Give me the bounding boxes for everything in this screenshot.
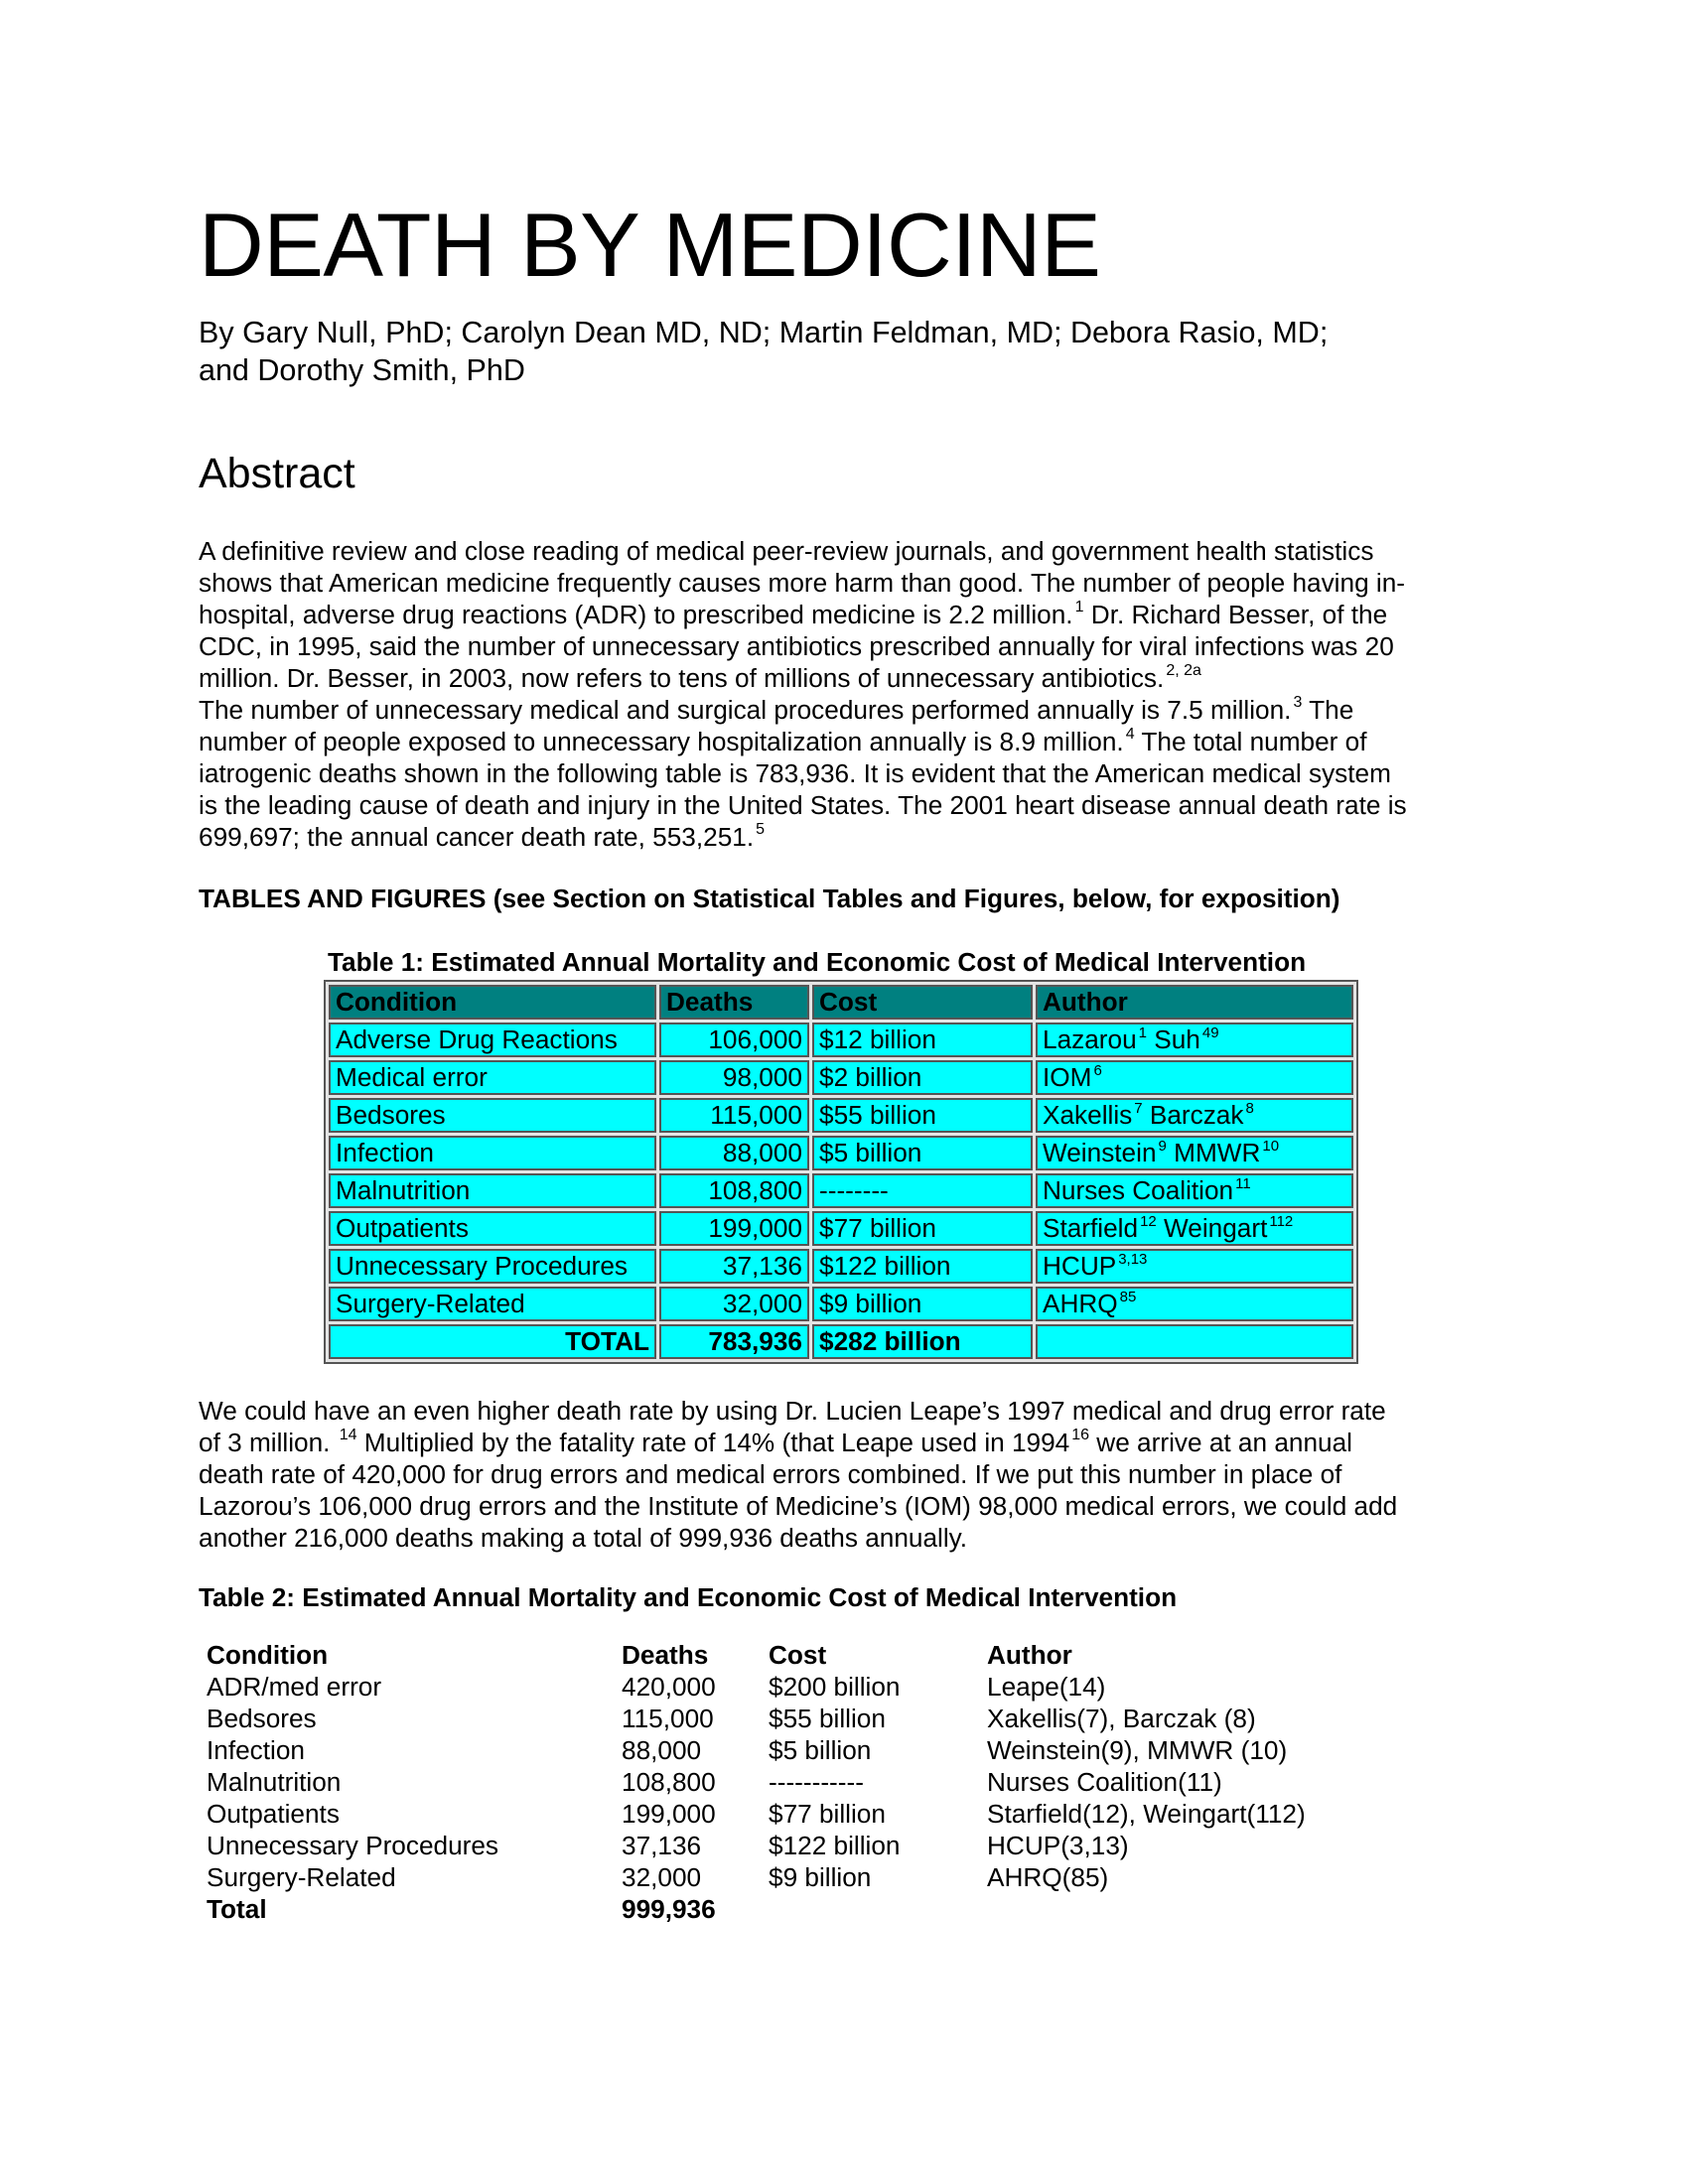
- column-header: Cost: [812, 985, 1033, 1020]
- author-cell: Starfield $^{12}$ Weingart $^{112}$: [1036, 1211, 1353, 1246]
- condition-cell: Adverse Drug Reactions: [329, 1023, 656, 1057]
- document-title: DEATH BY MEDICINE: [199, 196, 1101, 296]
- author-cell: AHRQ(85): [987, 1862, 1109, 1892]
- table-row: [329, 1249, 1353, 1284]
- total-label: TOTAL: [329, 1324, 656, 1359]
- cost-cell: $5 billion: [769, 1735, 872, 1765]
- deaths-cell: 32,000: [622, 1862, 702, 1892]
- citation-sup: 3: [1293, 694, 1303, 711]
- citation-sup: 14: [339, 1427, 357, 1443]
- cost-cell: -----------: [769, 1767, 864, 1797]
- cost-cell: $77 billion: [812, 1211, 1033, 1246]
- table2-caption: Table 2: Estimated Annual Mortality and Economic Cost of Medical Intervention: [199, 1582, 1178, 1612]
- text-line: iatrogenic deaths shown in the following table is 783,936. It is evident that the American medical system: [199, 758, 1391, 788]
- deaths-cell: 115,000: [622, 1704, 714, 1733]
- cost-cell: $55 billion: [769, 1704, 886, 1733]
- column-header: Cost: [769, 1640, 827, 1670]
- author-list: [199, 314, 1489, 389]
- condition-cell: Outpatients: [207, 1799, 340, 1829]
- author-cell: AHRQ $^{85}$: [1036, 1287, 1353, 1321]
- text-line: number of people exposed to unnecessary hospitalization annually is 8.9 million. $^4$ The total number of: [199, 726, 1367, 756]
- table-row: [329, 1287, 1353, 1321]
- table-row: [329, 1173, 1353, 1208]
- column-header: Condition: [329, 985, 656, 1020]
- condition-cell: Surgery-Related: [207, 1862, 396, 1892]
- deaths-cell: 108,800: [659, 1173, 809, 1208]
- author-cell: IOM $^6$: [1036, 1060, 1353, 1095]
- citation-sup: 5: [756, 821, 766, 838]
- total-label: Total: [207, 1894, 267, 1924]
- deaths-cell: 199,000: [622, 1799, 716, 1829]
- condition-cell: Unnecessary Procedures: [207, 1831, 499, 1860]
- citation-sup: 4: [1125, 726, 1135, 743]
- condition-cell: Surgery-Related: [329, 1287, 656, 1321]
- deaths-cell: 32,000: [659, 1287, 809, 1321]
- table-header-row: [329, 985, 1353, 1020]
- text-line: of 3 million. $^{14}$ Multiplied by the fatality rate of 14% (that Leape used in 1994 $^{16}$ we arrive at an annual: [199, 1427, 1352, 1457]
- table-row: [329, 1060, 1353, 1095]
- column-header: Deaths: [622, 1640, 709, 1670]
- abstract-heading: Abstract: [199, 450, 355, 497]
- cost-cell: --------: [812, 1173, 1033, 1208]
- deaths-cell: 108,800: [622, 1767, 716, 1797]
- citation-sup: 2, 2a: [1166, 662, 1201, 679]
- condition-cell: Unnecessary Procedures: [329, 1249, 656, 1284]
- condition-cell: Bedsores: [207, 1704, 317, 1733]
- cost-cell: $122 billion: [812, 1249, 1033, 1284]
- text-line: million. Dr. Besser, in 2003, now refers to tens of millions of unnecessary antibiotics. $^{2, 2a}$: [199, 662, 1201, 693]
- condition-cell: Infection: [329, 1136, 656, 1170]
- column-header: Condition: [207, 1640, 329, 1670]
- table1-caption: Table 1: Estimated Annual Mortality and Economic Cost of Medical Intervention: [328, 947, 1307, 977]
- total-cost: $282 billion: [812, 1324, 1033, 1359]
- text-line: Lazorou’s 106,000 drug errors and the Institute of Medicine’s (IOM) 98,000 medical errors, we could add: [199, 1491, 1398, 1521]
- deaths-cell: 88,000: [659, 1136, 809, 1170]
- condition-cell: Malnutrition: [207, 1767, 342, 1797]
- text-line: is the leading cause of death and injury in the United States. The 2001 heart disease annual death rate is: [199, 790, 1407, 820]
- deaths-cell: 88,000: [622, 1735, 702, 1765]
- author-cell: Leape(14): [987, 1672, 1106, 1702]
- citation-sup: 1: [1074, 599, 1084, 615]
- body-paragraph: [199, 1395, 1397, 1554]
- text-line: shows that American medicine frequently causes more harm than good. The number of people having in-: [199, 568, 1406, 598]
- deaths-cell: 115,000: [659, 1098, 809, 1133]
- deaths-cell: 420,000: [622, 1672, 716, 1702]
- author-cell: Lazarou $^1$ Suh $^{49}$: [1036, 1023, 1353, 1057]
- text-line: death rate of 420,000 for drug errors and medical errors combined. If we put this number in place of: [199, 1459, 1342, 1489]
- text-line: CDC, in 1995, said the number of unnecessary antibiotics prescribed annually for viral infections was 20: [199, 631, 1394, 661]
- author-cell: Nurses Coalition $^{11}$: [1036, 1173, 1353, 1208]
- cost-cell: $5 billion: [812, 1136, 1033, 1170]
- cost-cell: $122 billion: [769, 1831, 901, 1860]
- text-line: hospital, adverse drug reactions (ADR) to prescribed medicine is 2.2 million. $^1$ Dr. Richard Besser, of the: [199, 599, 1388, 629]
- cost-cell: $55 billion: [812, 1098, 1033, 1133]
- deaths-cell: 106,000: [659, 1023, 809, 1057]
- author-cell: Xakellis $^7$ Barczak $^8$: [1036, 1098, 1353, 1133]
- author-line: By Gary Null, PhD; Carolyn Dean MD, ND; Martin Feldman, MD; Debora Rasio, MD;: [199, 316, 1329, 349]
- text-line: We could have an even higher death rate by using Dr. Lucien Leape’s 1997 medical and drug error rate: [199, 1396, 1386, 1426]
- text-line: another 216,000 deaths making a total of 999,936 deaths annually.: [199, 1523, 968, 1553]
- author-cell: Weinstein $^9$ MMWR $^{10}$: [1036, 1136, 1353, 1170]
- text-line: The number of unnecessary medical and surgical procedures performed annually is 7.5 million. $^3$ The: [199, 694, 1354, 725]
- cost-cell: $9 billion: [812, 1287, 1033, 1321]
- author-cell: Xakellis(7), Barczak (8): [987, 1704, 1256, 1733]
- deaths-cell: 37,136: [622, 1831, 702, 1860]
- deaths-cell: 98,000: [659, 1060, 809, 1095]
- text-line: A definitive review and close reading of medical peer-review journals, and government health statistics: [199, 536, 1374, 566]
- table-row: [329, 1023, 1353, 1057]
- condition-cell: Bedsores: [329, 1098, 656, 1133]
- author-cell: Starfield(12), Weingart(112): [987, 1799, 1306, 1829]
- table1: [324, 980, 1358, 1364]
- table-row: [329, 1098, 1353, 1133]
- cost-cell: $200 billion: [769, 1672, 901, 1702]
- cost-cell: $77 billion: [769, 1799, 886, 1829]
- cost-cell: $2 billion: [812, 1060, 1033, 1095]
- column-header: Author: [987, 1640, 1072, 1670]
- column-header: Deaths: [659, 985, 809, 1020]
- cost-cell: $9 billion: [769, 1862, 872, 1892]
- author-cell: Weinstein(9), MMWR (10): [987, 1735, 1288, 1765]
- author-cell: HCUP(3,13): [987, 1831, 1129, 1860]
- condition-cell: Medical error: [329, 1060, 656, 1095]
- deaths-cell: 199,000: [659, 1211, 809, 1246]
- citation-sup: 16: [1071, 1427, 1090, 1443]
- deaths-cell: 37,136: [659, 1249, 809, 1284]
- total-deaths: 999,936: [622, 1894, 716, 1924]
- text-line: 699,697; the annual cancer death rate, 553,251. $^5$: [199, 821, 766, 852]
- table-total-row: [329, 1324, 1353, 1359]
- abstract-paragraph: [199, 535, 1407, 853]
- total-deaths: 783,936: [659, 1324, 809, 1359]
- condition-cell: ADR/med error: [207, 1672, 382, 1702]
- cost-cell: $12 billion: [812, 1023, 1033, 1057]
- total-author: [1036, 1324, 1353, 1359]
- table-row: [329, 1136, 1353, 1170]
- tables-heading: TABLES AND FIGURES (see Section on Statistical Tables and Figures, below, for exposition): [199, 884, 1340, 913]
- condition-cell: Malnutrition: [329, 1173, 656, 1208]
- table-row: [329, 1211, 1353, 1246]
- author-cell: Nurses Coalition(11): [987, 1767, 1222, 1797]
- author-cell: HCUP $^{3,13}$: [1036, 1249, 1353, 1284]
- condition-cell: Infection: [207, 1735, 305, 1765]
- author-line: and Dorothy Smith, PhD: [199, 353, 525, 387]
- condition-cell: Outpatients: [329, 1211, 656, 1246]
- column-header: Author: [1036, 985, 1353, 1020]
